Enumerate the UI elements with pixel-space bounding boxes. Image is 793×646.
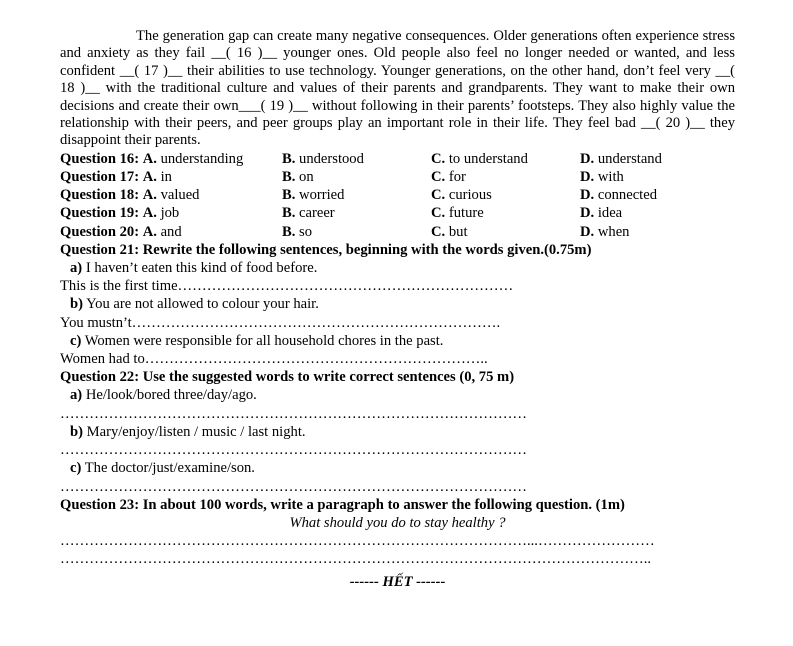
option-letter: B. (282, 187, 296, 204)
question-19 (60, 204, 735, 222)
option-text: so (295, 223, 313, 240)
option-text: for (445, 169, 466, 186)
option-letter: B. (282, 205, 296, 222)
question-21-heading: Question 21: Rewrite the following sentences, beginning with the words given.(0.75m) (60, 241, 592, 258)
passage-text: with the traditional culture and values of their parents and grandparents. They want to make their own decisions and create their own (60, 80, 735, 114)
option-text: but (445, 223, 468, 240)
option-text: understanding (156, 150, 244, 167)
passage-text: their abilities to use technology. Younger generations, on the other hand, don’t feel very (182, 62, 716, 79)
option-text: worried (295, 187, 345, 204)
question-22b: b) Mary/enjoy/listen / music / last night. (70, 423, 306, 440)
option-letter: A. (142, 169, 157, 186)
question-18 (60, 186, 735, 204)
question-label: Question 20: (60, 223, 140, 240)
option-letter: C. (431, 150, 446, 167)
option-text: idea (594, 205, 623, 222)
end-marker: ------ HẾT ------ (349, 573, 446, 590)
option-letter: C. (431, 205, 446, 222)
question-20 (60, 223, 735, 241)
answer-line-21c[interactable]: Women had to…………………………………………………………….. (60, 351, 488, 368)
option-text: job (156, 205, 180, 222)
blank-20: __( 20 )__ (641, 115, 705, 132)
answer-line-23-2[interactable]: ………………………………………………………………………………………………………….. (60, 551, 652, 568)
question-label: Question 18: (60, 187, 140, 204)
answer-line-22b[interactable]: …………………………………………………………………………………… (60, 442, 527, 459)
option-text: connected (594, 187, 658, 204)
question-22-heading: Question 22: Use the suggested words to write correct sentences (0, 75 m) (60, 369, 515, 386)
option-text: with (594, 169, 624, 186)
question-21b: b) You are not allowed to colour your hair. (70, 296, 319, 313)
option-letter: D. (580, 223, 595, 240)
passage-text: The generation gap can create many negative consequences. Older generations often experience stress and anxiety as they fail (60, 28, 735, 62)
passage-text: they disappoint their parents. (60, 115, 735, 149)
option-text: on (295, 169, 314, 186)
option-text: when (594, 223, 630, 240)
answer-line-23-1[interactable]: ……………………………………………………………………………………...…………………… (60, 533, 655, 550)
question-21c: c) Women were responsible for all household chores in the past. (70, 332, 444, 349)
answer-line-21a[interactable]: This is the first time…………………………………………………………… (60, 278, 514, 295)
question-23-heading: Question 23: In about 100 words, write a paragraph to answer the following question. (1m) (60, 496, 625, 513)
answer-line-22c[interactable]: …………………………………………………………………………………… (60, 478, 527, 495)
answer-line-21b[interactable]: You mustn’t…………………………………………………………………. (60, 314, 501, 331)
question-label: Question 17: (60, 169, 140, 186)
answer-line-22a[interactable]: …………………………………………………………………………………… (60, 405, 527, 422)
option-text: career (295, 205, 335, 222)
option-letter: C. (431, 187, 446, 204)
option-letter: B. (282, 223, 296, 240)
option-text: valued (156, 187, 200, 204)
passage-text: without following in their parents’ footsteps. They also highly value the relationship with their peers, and peer groups play an important role in their life. They feel bad (60, 97, 735, 132)
option-text: to understand (445, 150, 528, 167)
question-22a: a) He/look/bored three/day/ago. (70, 387, 257, 404)
reading-passage (60, 28, 735, 150)
blank-19: ___( 19 )__ (238, 97, 308, 114)
blank-17: __( 17 )__ (119, 62, 183, 79)
question-label: Question 19: (60, 205, 140, 222)
question-21a: a) I haven’t eaten this kind of food before. (70, 260, 318, 277)
blank-16: __( 16 )__ (211, 45, 278, 62)
option-text: future (445, 205, 484, 222)
option-letter: C. (431, 223, 446, 240)
exam-page (60, 28, 735, 591)
blank-18: __( 18 )__ (60, 62, 735, 97)
option-text: in (156, 169, 172, 186)
option-letter: B. (282, 169, 296, 186)
option-text: and (156, 223, 182, 240)
option-letter: A. (142, 223, 157, 240)
question-16 (60, 150, 735, 168)
option-letter: D. (580, 187, 595, 204)
question-23-prompt: What should you do to stay healthy ? (289, 514, 506, 531)
question-17 (60, 168, 735, 186)
passage-text: younger ones. Old people also feel no longer needed or wanted, and less confident (60, 45, 735, 79)
option-text: understood (295, 150, 364, 167)
option-letter: A. (142, 205, 157, 222)
option-letter: D. (580, 150, 595, 167)
question-label: Question 16: (60, 150, 140, 167)
option-text: understand (594, 150, 662, 167)
option-letter: B. (282, 150, 296, 167)
question-22c: c) The doctor/just/examine/son. (70, 460, 255, 477)
option-letter: D. (580, 169, 595, 186)
option-text: curious (445, 187, 492, 204)
option-letter: A. (142, 187, 157, 204)
option-letter: C. (431, 169, 446, 186)
option-letter: A. (142, 150, 157, 167)
option-letter: D. (580, 205, 595, 222)
